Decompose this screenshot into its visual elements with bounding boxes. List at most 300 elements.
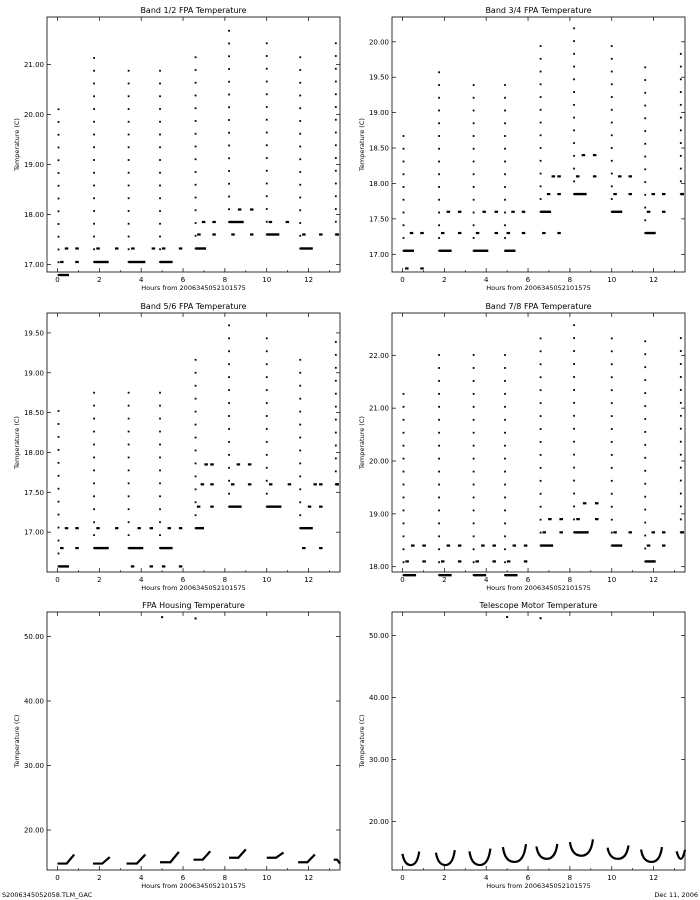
data-point	[159, 210, 161, 212]
data-point	[128, 534, 130, 536]
y-tick-label: 20.00	[368, 818, 389, 827]
data-point	[248, 463, 252, 465]
data-point	[644, 470, 646, 472]
x-tick-label: 8	[222, 576, 228, 584]
data-point	[403, 432, 405, 434]
data-point	[438, 380, 440, 382]
data-point	[228, 402, 230, 404]
data-point	[269, 221, 273, 223]
data-point	[228, 480, 230, 482]
data-point	[128, 418, 130, 420]
data-point	[128, 70, 130, 72]
data-point	[131, 565, 135, 567]
data-run	[336, 233, 339, 235]
data-point	[573, 180, 575, 182]
data-point	[644, 207, 646, 209]
data-point	[611, 337, 613, 339]
data-point	[159, 185, 161, 187]
data-point	[266, 389, 268, 391]
data-point	[150, 527, 154, 529]
data-point	[58, 249, 60, 251]
data-point	[93, 223, 95, 225]
data-run	[300, 527, 313, 529]
chart-panel-4	[358, 302, 685, 592]
data-point	[195, 184, 197, 186]
data-run	[196, 247, 206, 249]
x-tick-label: 12	[304, 874, 314, 882]
data-point	[65, 247, 69, 249]
y-axis-label: Temperature (C)	[13, 118, 21, 171]
data-line	[677, 850, 685, 859]
data-point	[299, 398, 301, 400]
data-point	[335, 170, 337, 172]
data-point	[504, 110, 506, 112]
data-point	[299, 372, 301, 374]
data-point	[93, 134, 95, 136]
data-point	[540, 198, 542, 200]
data-point	[540, 58, 542, 60]
data-point	[228, 441, 230, 443]
data-point	[266, 55, 268, 57]
plot-frame	[47, 612, 340, 870]
data-point	[473, 237, 475, 239]
data-point	[75, 527, 79, 529]
data-line	[229, 849, 246, 857]
data-point	[504, 510, 506, 512]
data-point	[644, 548, 646, 550]
x-axis-label: Hours from 2006345052101575	[486, 882, 591, 890]
data-point	[403, 535, 405, 537]
data-point	[93, 197, 95, 199]
data-point	[128, 95, 130, 97]
data-point	[228, 208, 230, 210]
data-point	[159, 197, 161, 199]
data-point	[473, 406, 475, 408]
data-point	[473, 445, 475, 447]
data-point	[58, 553, 60, 555]
data-point	[644, 105, 646, 107]
data-point	[266, 157, 268, 159]
data-point	[128, 495, 130, 497]
data-point	[504, 561, 506, 563]
data-point	[403, 484, 405, 486]
data-point	[611, 363, 613, 365]
y-tick-label: 18.00	[368, 179, 389, 188]
data-point	[228, 324, 230, 326]
data-point	[680, 441, 682, 443]
data-point	[299, 385, 301, 387]
chart-title: FPA Housing Temperature	[142, 601, 245, 610]
data-point	[473, 471, 475, 473]
data-point	[680, 389, 682, 391]
data-run	[94, 547, 109, 549]
data-point	[266, 428, 268, 430]
data-line	[402, 852, 419, 865]
data-point	[195, 372, 197, 374]
data-point	[504, 224, 506, 226]
data-point	[299, 437, 301, 439]
x-tick-label: 12	[304, 576, 314, 584]
data-point	[611, 389, 613, 391]
data-point	[504, 471, 506, 473]
x-tick-label: 10	[607, 276, 617, 284]
data-point	[299, 514, 301, 516]
data-point	[438, 199, 440, 201]
data-point	[644, 379, 646, 381]
x-axis-label: Hours from 2006345052101575	[141, 882, 246, 890]
data-point	[228, 132, 230, 134]
data-point	[335, 106, 337, 108]
data-point	[403, 497, 405, 499]
data-point	[504, 445, 506, 447]
data-point	[93, 457, 95, 459]
data-point	[58, 185, 60, 187]
data-point	[540, 96, 542, 98]
data-point	[438, 393, 440, 395]
data-point	[473, 110, 475, 112]
x-tick-label: 0	[55, 576, 60, 584]
data-point	[299, 120, 301, 122]
data-point	[504, 432, 506, 434]
data-point	[179, 527, 183, 529]
data-point	[540, 617, 542, 619]
data-point	[335, 119, 337, 121]
chart-panel-2	[358, 6, 685, 292]
data-point	[266, 402, 268, 404]
data-point	[473, 510, 475, 512]
data-point	[548, 518, 552, 520]
data-point	[410, 232, 414, 234]
data-point	[611, 350, 613, 352]
data-point	[647, 211, 651, 213]
data-point	[441, 232, 445, 234]
data-point	[511, 211, 515, 213]
chart-title: Band 7/8 FPA Temperature	[485, 302, 592, 311]
data-line	[570, 839, 593, 855]
data-point	[128, 521, 130, 523]
data-point	[662, 531, 666, 533]
y-tick-label: 19.50	[368, 73, 389, 82]
data-point	[559, 518, 563, 520]
data-point	[250, 208, 254, 210]
data-point	[403, 510, 405, 512]
data-point	[93, 405, 95, 407]
data-point	[438, 484, 440, 486]
data-point	[228, 389, 230, 391]
data-point	[195, 359, 197, 361]
data-point	[228, 363, 230, 365]
data-run	[404, 250, 414, 252]
data-point	[195, 158, 197, 160]
x-tick-label: 4	[483, 874, 489, 882]
data-point	[573, 467, 575, 469]
data-point	[473, 497, 475, 499]
data-point	[447, 544, 451, 546]
data-point	[195, 171, 197, 173]
data-point	[507, 560, 511, 562]
data-point	[195, 146, 197, 148]
y-axis-label: Temperature (C)	[13, 416, 21, 469]
data-point	[438, 84, 440, 86]
data-point	[195, 235, 197, 237]
data-point	[93, 508, 95, 510]
data-point	[335, 55, 337, 57]
data-point	[266, 170, 268, 172]
data-point	[58, 423, 60, 425]
data-point	[680, 493, 682, 495]
data-point	[611, 532, 613, 534]
data-point	[299, 235, 301, 237]
data-point	[481, 544, 485, 546]
data-point	[58, 134, 60, 136]
data-point	[288, 483, 292, 485]
data-point	[680, 480, 682, 482]
data-point	[576, 518, 580, 520]
data-point	[573, 40, 575, 42]
data-run	[612, 211, 622, 213]
data-point	[573, 415, 575, 417]
data-point	[573, 389, 575, 391]
data-point	[93, 185, 95, 187]
data-point	[438, 432, 440, 434]
data-point	[403, 548, 405, 550]
data-point	[680, 415, 682, 417]
data-point	[403, 419, 405, 421]
data-line	[503, 844, 526, 862]
data-point	[335, 68, 337, 70]
data-point	[58, 410, 60, 412]
x-tick-label: 6	[180, 276, 186, 284]
data-point	[438, 122, 440, 124]
x-tick-label: 6	[525, 276, 531, 284]
data-point	[644, 496, 646, 498]
data-point	[202, 221, 206, 223]
data-point	[266, 144, 268, 146]
data-point	[611, 134, 613, 136]
data-point	[60, 261, 64, 263]
data-point	[628, 175, 632, 177]
data-run	[541, 544, 554, 546]
data-point	[473, 122, 475, 124]
x-axis-label: Hours from 2006345052101575	[486, 584, 591, 592]
data-point	[542, 531, 546, 533]
y-tick-label: 19.00	[368, 109, 389, 118]
data-point	[473, 458, 475, 460]
data-point	[195, 133, 197, 135]
y-tick-label: 30.00	[23, 762, 44, 771]
data-point	[201, 483, 205, 485]
data-point	[611, 402, 613, 404]
x-tick-label: 8	[567, 276, 573, 284]
data-point	[128, 469, 130, 471]
data-run	[612, 544, 622, 546]
data-line	[536, 844, 557, 859]
data-point	[680, 180, 682, 182]
data-point	[611, 454, 613, 456]
data-point	[228, 350, 230, 352]
data-point	[573, 454, 575, 456]
data-point	[335, 432, 337, 434]
x-tick-label: 10	[262, 276, 272, 284]
data-point	[458, 232, 462, 234]
data-point	[611, 415, 613, 417]
data-point	[573, 91, 575, 93]
y-tick-label: 19.50	[23, 329, 44, 338]
data-point	[212, 233, 216, 235]
data-point	[495, 211, 499, 213]
data-point	[573, 428, 575, 430]
data-point	[335, 93, 337, 95]
data-point	[573, 53, 575, 55]
data-point	[680, 454, 682, 456]
data-point	[228, 454, 230, 456]
y-tick-label: 20.00	[23, 826, 44, 835]
data-point	[476, 560, 480, 562]
data-series	[58, 30, 339, 276]
x-tick-label: 2	[97, 576, 102, 584]
data-point	[542, 232, 546, 234]
x-tick-label: 2	[442, 874, 447, 882]
data-point	[573, 168, 575, 170]
data-point	[159, 418, 161, 420]
data-point	[680, 91, 682, 93]
data-point	[473, 367, 475, 369]
data-run	[474, 574, 487, 576]
data-point	[403, 161, 405, 163]
data-point	[159, 83, 161, 85]
data-point	[680, 53, 682, 55]
data-point	[680, 129, 682, 131]
data-point	[128, 457, 130, 459]
data-point	[299, 424, 301, 426]
data-line	[57, 855, 74, 864]
data-run	[336, 483, 339, 485]
data-point	[458, 544, 462, 546]
data-point	[582, 154, 586, 156]
x-tick-label: 6	[180, 576, 186, 584]
data-point	[611, 45, 613, 47]
data-point	[93, 95, 95, 97]
data-point	[228, 428, 230, 430]
x-tick-label: 2	[97, 276, 102, 284]
footer-filename: S2006345052058.TLM_GAC	[2, 891, 93, 899]
data-point	[573, 350, 575, 352]
data-point	[195, 398, 197, 400]
x-tick-label: 12	[649, 576, 659, 584]
y-axis-label: Temperature (C)	[358, 416, 366, 469]
data-series	[402, 616, 685, 865]
data-point	[195, 222, 197, 224]
data-point	[228, 183, 230, 185]
data-point	[403, 135, 405, 137]
data-point	[212, 221, 216, 223]
data-point	[159, 508, 161, 510]
data-point	[573, 104, 575, 106]
data-point	[583, 502, 587, 504]
x-tick-label: 0	[400, 276, 405, 284]
data-point	[504, 212, 506, 214]
data-point	[335, 144, 337, 146]
data-point	[473, 548, 475, 550]
data-point	[58, 261, 60, 263]
data-point	[403, 522, 405, 524]
data-point	[93, 57, 95, 59]
y-tick-label: 22.00	[368, 351, 389, 360]
data-point	[195, 411, 197, 413]
data-point	[557, 175, 561, 177]
data-point	[573, 142, 575, 144]
data-point	[128, 392, 130, 394]
data-point	[611, 441, 613, 443]
data-point	[159, 70, 161, 72]
data-point	[299, 158, 301, 160]
data-point	[195, 69, 197, 71]
data-point	[335, 208, 337, 210]
data-point	[576, 175, 580, 177]
data-point	[197, 233, 201, 235]
footer-date: Dec 11, 2006	[654, 891, 698, 899]
data-point	[573, 480, 575, 482]
data-point	[58, 236, 60, 238]
data-point	[504, 458, 506, 460]
data-point	[128, 108, 130, 110]
data-point	[506, 616, 508, 618]
data-point	[231, 483, 235, 485]
data-point	[128, 121, 130, 123]
data-point	[299, 197, 301, 199]
data-point	[93, 444, 95, 446]
data-point	[128, 248, 130, 250]
data-point	[128, 185, 130, 187]
data-point	[540, 480, 542, 482]
data-point	[611, 428, 613, 430]
x-tick-label: 0	[400, 874, 405, 882]
y-axis-label: Temperature (C)	[358, 118, 366, 171]
y-tick-label: 17.00	[368, 250, 389, 259]
data-point	[335, 195, 337, 197]
data-point	[504, 548, 506, 550]
data-point	[93, 108, 95, 110]
data-point	[195, 424, 197, 426]
data-point	[644, 509, 646, 511]
data-point	[195, 82, 197, 84]
data-point	[504, 393, 506, 395]
data-point	[473, 432, 475, 434]
data-point	[266, 454, 268, 456]
data-point	[159, 495, 161, 497]
x-tick-label: 10	[607, 576, 617, 584]
data-point	[540, 428, 542, 430]
data-point	[210, 506, 214, 508]
data-point	[540, 337, 542, 339]
data-point	[228, 170, 230, 172]
data-point	[403, 445, 405, 447]
data-point	[403, 393, 405, 395]
y-tick-label: 40.00	[23, 697, 44, 706]
x-tick-label: 8	[222, 276, 228, 284]
data-point	[647, 544, 651, 546]
data-point	[540, 45, 542, 47]
data-point	[504, 522, 506, 524]
y-tick-label: 17.50	[23, 488, 44, 497]
data-point	[473, 173, 475, 175]
data-point	[441, 560, 445, 562]
data-point	[438, 71, 440, 73]
x-tick-label: 8	[567, 576, 573, 584]
data-run	[300, 247, 313, 249]
data-line	[298, 855, 315, 863]
data-point	[159, 223, 161, 225]
